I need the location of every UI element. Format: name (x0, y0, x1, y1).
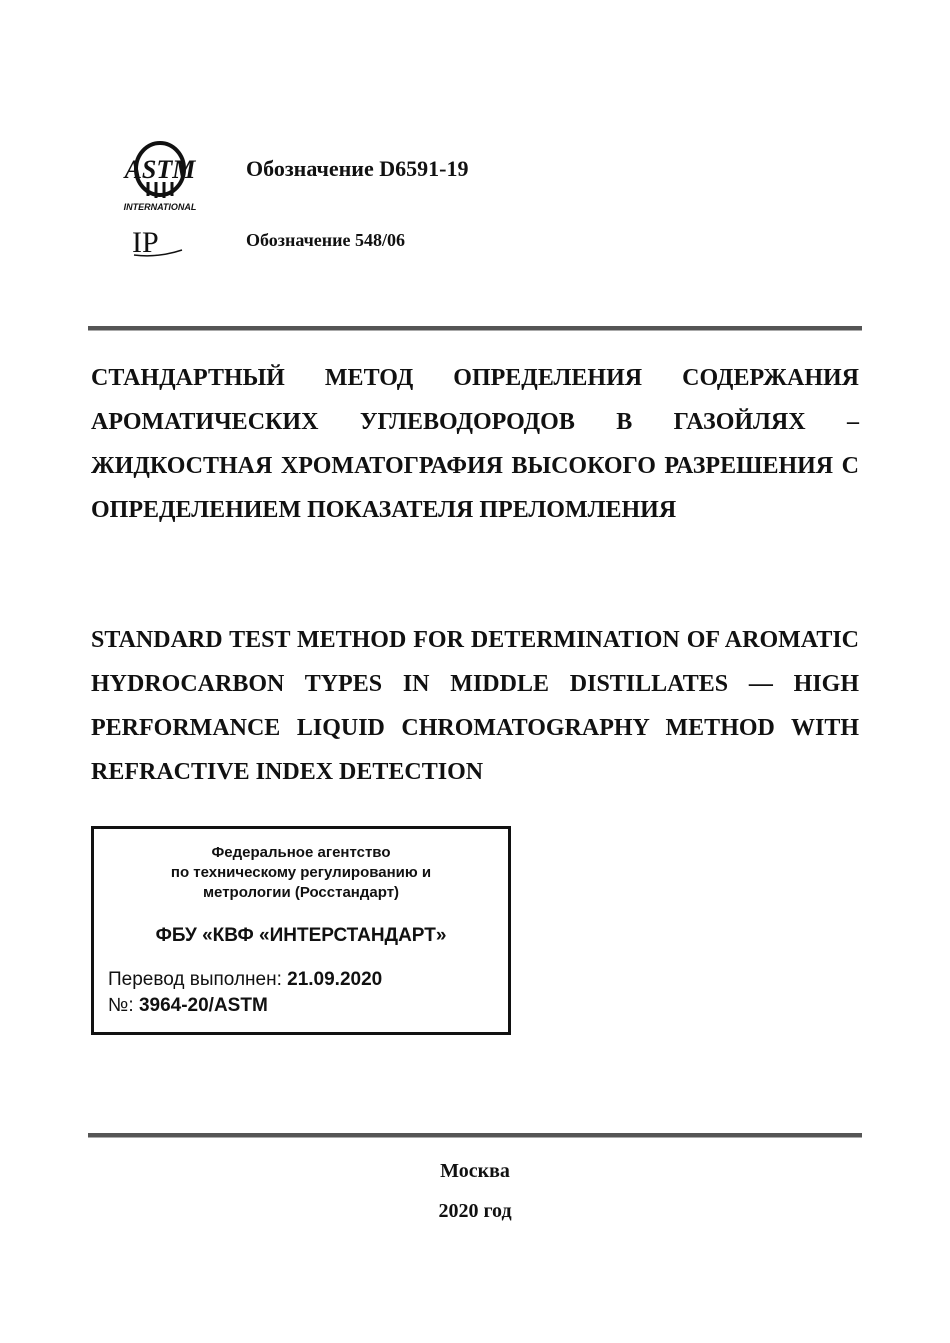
astm-logo (118, 138, 202, 212)
astm-logo-caption: INTERNATIONAL (123, 202, 197, 212)
stamp-agency-line: Федеральное агентство (211, 844, 391, 861)
stamp-agency-line: по техническому регулированию и (170, 864, 432, 881)
bottom-divider (88, 1133, 862, 1138)
stamp-number-value: 3964-20/ASTM (138, 995, 268, 1016)
title-english: STANDARD TEST METHOD FOR DETERMINATION OF AROMATIC HYDROCARBON TYPES IN MIDDLE DISTILLATES — HIGH PERFORMANCE LIQUID CHROMATOGRAPHY METHOD WITH REFRACTIVE INDEX DETECTION (91, 627, 859, 785)
svg-text:IP: IP (132, 226, 159, 258)
top-divider (88, 326, 862, 331)
footer-city: Москва (440, 1160, 510, 1182)
stamp-date-value: 21.09.2020 (287, 969, 383, 990)
ip-logo (128, 224, 190, 258)
stamp-number-label: №: (108, 995, 134, 1016)
designation-ip: Обозначение 548/06 (246, 230, 406, 250)
stamp-date-label: Перевод выполнен: (108, 969, 282, 990)
stamp-agency-line: метрологии (Росстандарт) (202, 884, 400, 901)
stamp-number (108, 995, 268, 1017)
designation-main: Обозначение D6591-19 (246, 156, 469, 181)
svg-text:ASTM: ASTM (124, 155, 196, 184)
stamp-agency (94, 843, 508, 903)
stamp-translation-date (108, 969, 382, 991)
translation-stamp (91, 826, 511, 1035)
stamp-organization: ФБУ «КВФ «ИНТЕРСТАНДАРТ» (155, 925, 447, 946)
title-russian: СТАНДАРТНЫЙ МЕТОД ОПРЕДЕЛЕНИЯ СОДЕРЖАНИЯ АРОМАТИЧЕСКИХ УГЛЕВОДОРОДОВ В ГАЗОЙЛЯХ – ЖИДКОСТНАЯ ХРОМАТОГРАФИЯ ВЫСОКОГО РАЗРЕШЕНИЯ С ОПРЕДЕЛЕНИЕМ ПОКАЗАТЕЛЯ ПРЕЛОМЛЕНИЯ (91, 365, 859, 523)
footer-year: 2020 год (438, 1200, 512, 1222)
